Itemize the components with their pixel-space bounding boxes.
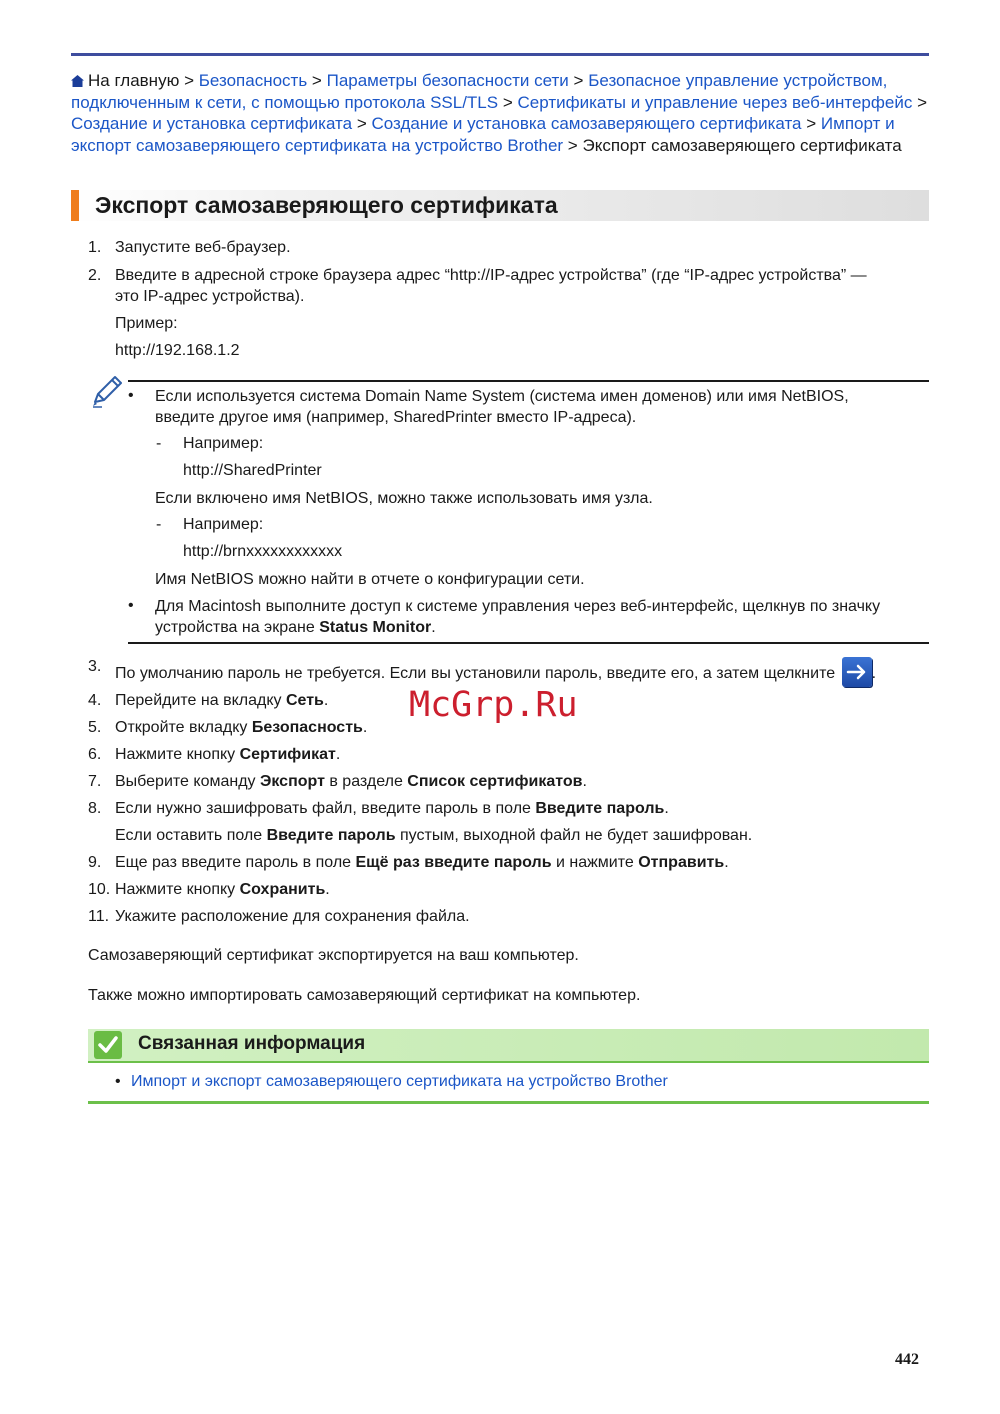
breadcrumb-link-security[interactable]: Безопасность [198, 71, 308, 90]
step-text-line: это IP-адрес устройства). [115, 287, 305, 305]
note-text-line: Если используется система Domain Name System (система имен доменов) или имя NetBIOS, [155, 388, 849, 405]
step-text [115, 657, 925, 687]
step-number: 6. [88, 746, 102, 763]
breadcrumb-link-network-security[interactable]: Параметры безопасности сети [326, 71, 569, 90]
note-netbios-find: Имя NetBIOS можно найти в отчете о конфигурации сети. [155, 571, 585, 588]
step-text-body: Выберите команду [115, 773, 260, 790]
breadcrumb-home[interactable]: На главную [88, 71, 180, 90]
breadcrumb-separator: > [567, 135, 578, 155]
step-text-body: По умолчанию пароль не требуется. Если вы установили пароль, введите его, а затем щелкните [115, 665, 836, 682]
step-text [115, 691, 925, 712]
step-text-body: пустым, выходной файл не будет зашифрован. [395, 827, 753, 844]
note-top-rule [128, 380, 929, 382]
home-icon[interactable] [71, 75, 84, 87]
breadcrumb-link-import-export[interactable]: Импорт и экспорт самозаверяющего сертификата на устройство Brother [71, 114, 895, 155]
note-netbios-text: Если включено имя NetBIOS, можно также использовать имя узла. [155, 490, 653, 507]
page-number: 442 [895, 1351, 919, 1368]
example-label: Пример: [115, 315, 178, 332]
note-text-line: устройства на экране [155, 618, 320, 636]
note-dash: - [156, 516, 162, 533]
step-text-body: Нажмите кнопку [115, 746, 240, 763]
related-bullet: • [115, 1073, 121, 1090]
step-text-body: в разделе [324, 773, 408, 790]
breadcrumb-separator: > [356, 114, 367, 133]
step-text-body: Перейдите на вкладку [115, 692, 286, 709]
related-info-header [88, 1029, 929, 1063]
punct: . [582, 773, 587, 790]
punct: . [431, 618, 436, 636]
checkmark-icon [94, 1031, 122, 1059]
pencil-note-icon [90, 374, 124, 408]
breadcrumb-link-certificates[interactable]: Сертификаты и управление через веб-интерфейс [517, 92, 913, 112]
step-text [115, 266, 925, 307]
note-text-line: введите другое имя (например, SharedPrinter вместо IP-адреса). [155, 408, 637, 426]
ui-term: Сохранить [239, 881, 326, 898]
breadcrumb-separator: > [573, 71, 584, 90]
breadcrumb [71, 70, 929, 156]
punct: . [325, 881, 330, 898]
note-bottom-rule [128, 642, 929, 644]
step-text: Запустите веб-браузер. [115, 239, 291, 256]
ui-term: Отправить [638, 854, 725, 871]
step-text-body: Откройте вкладку [115, 719, 252, 736]
ui-term: Экспорт [259, 773, 325, 790]
ui-term: Список сертификатов [407, 773, 583, 790]
breadcrumb-current: Экспорт самозаверяющего сертификата [582, 135, 902, 155]
arrow-right-icon[interactable] [842, 657, 872, 687]
step-number: 7. [88, 773, 102, 790]
note-bullet-1-text [155, 387, 925, 428]
breadcrumb-separator: > [806, 114, 817, 133]
ui-term: Сертификат [239, 746, 336, 763]
example-url: http://192.168.1.2 [115, 342, 240, 359]
also-text: Также можно импортировать самозаверяющий сертификат на компьютер. [88, 987, 641, 1004]
step-number: 8. [88, 800, 102, 817]
page-title: Экспорт самозаверяющего сертификата [95, 192, 558, 218]
breadcrumb-separator: > [917, 92, 927, 112]
related-info-title: Связанная информация [138, 1033, 366, 1054]
title-bar [71, 190, 929, 221]
step-number: 5. [88, 719, 102, 736]
step-text [115, 853, 925, 874]
step-number: 3. [88, 658, 102, 675]
breadcrumb-separator: > [502, 92, 513, 112]
breadcrumb-separator: > [184, 71, 194, 90]
note-dash: - [156, 435, 162, 452]
note-example-label: Например: [183, 516, 264, 533]
note-example-label: Например: [183, 435, 264, 452]
result-text: Самозаверяющий сертификат экспортируется на ваш компьютер. [88, 947, 579, 964]
step-text-body: Нажмите кнопку [115, 881, 240, 898]
step-text-line: Введите в адресной строке браузера адрес “http://IP-адрес устройства” (где “IP-адрес устройства” — [115, 267, 867, 284]
step-8-subtext [115, 826, 752, 846]
note-bullet: • [128, 597, 134, 614]
step-number: 1. [88, 239, 102, 256]
breadcrumb-separator: > [311, 71, 322, 90]
breadcrumb-link-ssl-tls[interactable]: Безопасное управление устройством, подключенным к сети, с помощью протокола SSL/TLS [71, 71, 888, 112]
punct: . [664, 800, 669, 817]
step-number: 2. [88, 267, 102, 284]
ui-term: Введите пароль [266, 827, 396, 844]
breadcrumb-link-self-signed[interactable]: Создание и установка самозаверяющего сертификата [371, 114, 802, 133]
step-text-body: Еще раз введите пароль в поле [115, 854, 356, 871]
step-text [115, 772, 925, 793]
ui-term: Безопасность [251, 719, 363, 736]
breadcrumb-link-create-install[interactable]: Создание и установка сертификата [71, 114, 353, 133]
punct: . [362, 719, 368, 736]
note-bullet-2-text [155, 597, 925, 638]
step-number: 11. [88, 908, 110, 925]
title-accent [71, 190, 79, 221]
step-number: 9. [88, 854, 102, 871]
step-text-body: Если оставить поле [115, 827, 267, 844]
top-rule [71, 53, 929, 56]
step-number: 4. [88, 692, 102, 709]
step-text: Укажите расположение для сохранения файла. [115, 908, 470, 925]
note-bullet: • [128, 387, 134, 404]
punct: . [871, 665, 877, 682]
punct: . [724, 854, 729, 871]
related-link-import-export[interactable]: Импорт и экспорт самозаверяющего сертификата на устройство Brother [131, 1073, 668, 1090]
step-text [115, 718, 925, 739]
note-example-url: http://brnxxxxxxxxxxxx [183, 543, 343, 560]
step-text-body: Если нужно зашифровать файл, введите пароль в поле [115, 800, 536, 817]
step-text [115, 880, 925, 901]
ui-term: Сеть [285, 692, 324, 709]
status-monitor-label: Status Monitor [319, 618, 432, 636]
punct: . [335, 746, 341, 763]
related-bottom-rule [88, 1101, 929, 1104]
punct: . [323, 692, 329, 709]
step-number: 10. [88, 881, 111, 898]
watermark: McGrp.Ru [409, 685, 578, 725]
step-text [115, 799, 925, 820]
note-example-url: http://SharedPrinter [183, 462, 322, 479]
ui-term: Введите пароль [535, 800, 665, 817]
step-text-body: и нажмите [551, 854, 639, 871]
note-text-line: Для Macintosh выполните доступ к системе управления через веб-интерфейс, щелкнув по значку [155, 598, 881, 615]
step-text [115, 745, 925, 766]
ui-term: Ещё раз введите пароль [355, 854, 552, 871]
